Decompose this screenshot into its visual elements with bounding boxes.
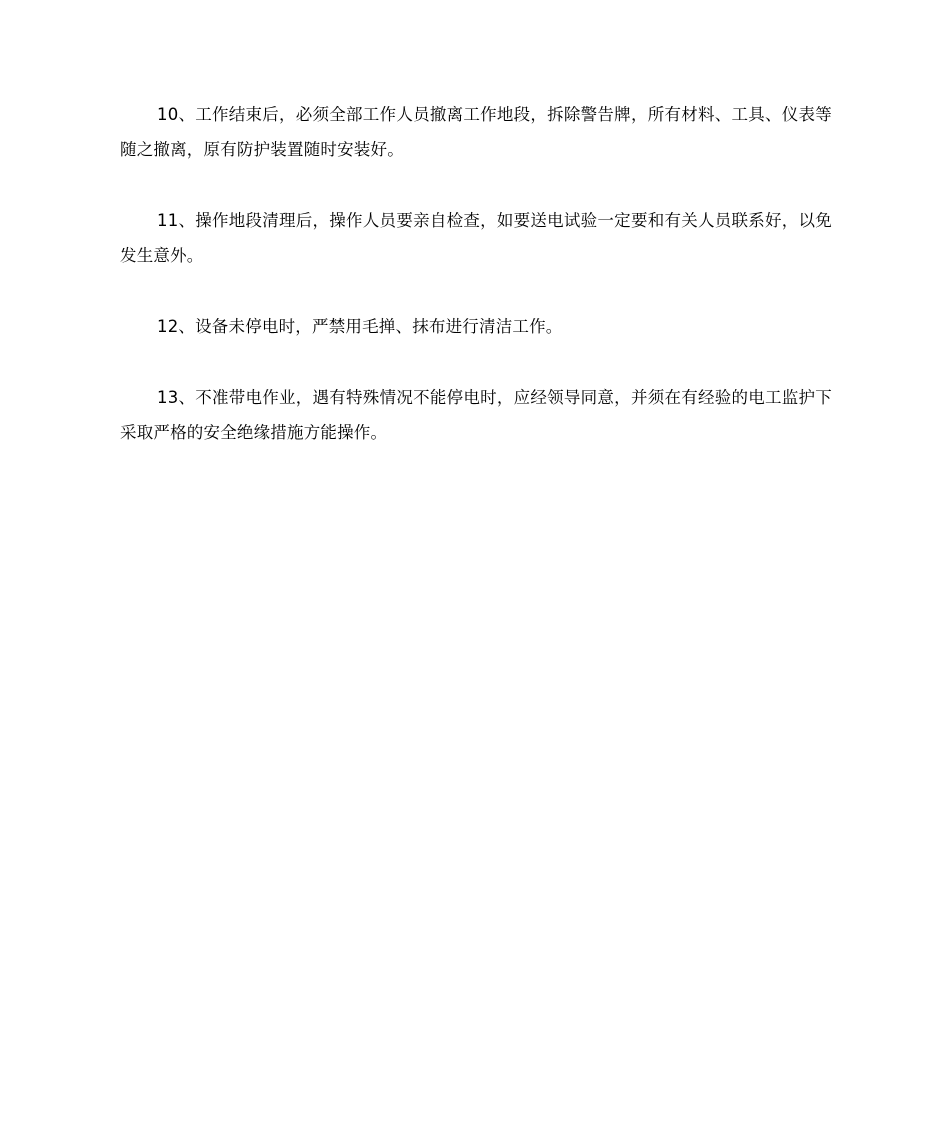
paragraph-item-11: 11、操作地段清理后，操作人员要亲自检查，如要送电试验一定要和有关人员联系好，以免发生意外。: [120, 211, 832, 265]
document-body: [120, 97, 832, 450]
paragraph-item-12: 12、设备未停电时，严禁用毛掸、抹布进行清洁工作。: [157, 317, 563, 336]
paragraph-item-13: 13、不准带电作业，遇有特殊情况不能停电时，应经领导同意，并须在有经验的电工监护下采取严格的安全绝缘措施方能操作。: [120, 388, 832, 442]
paragraph-item-10: 10、工作结束后，必须全部工作人员撤离工作地段，拆除警告牌，所有材料、工具、仪表等随之撤离，原有防护装置随时安装好。: [120, 105, 832, 159]
